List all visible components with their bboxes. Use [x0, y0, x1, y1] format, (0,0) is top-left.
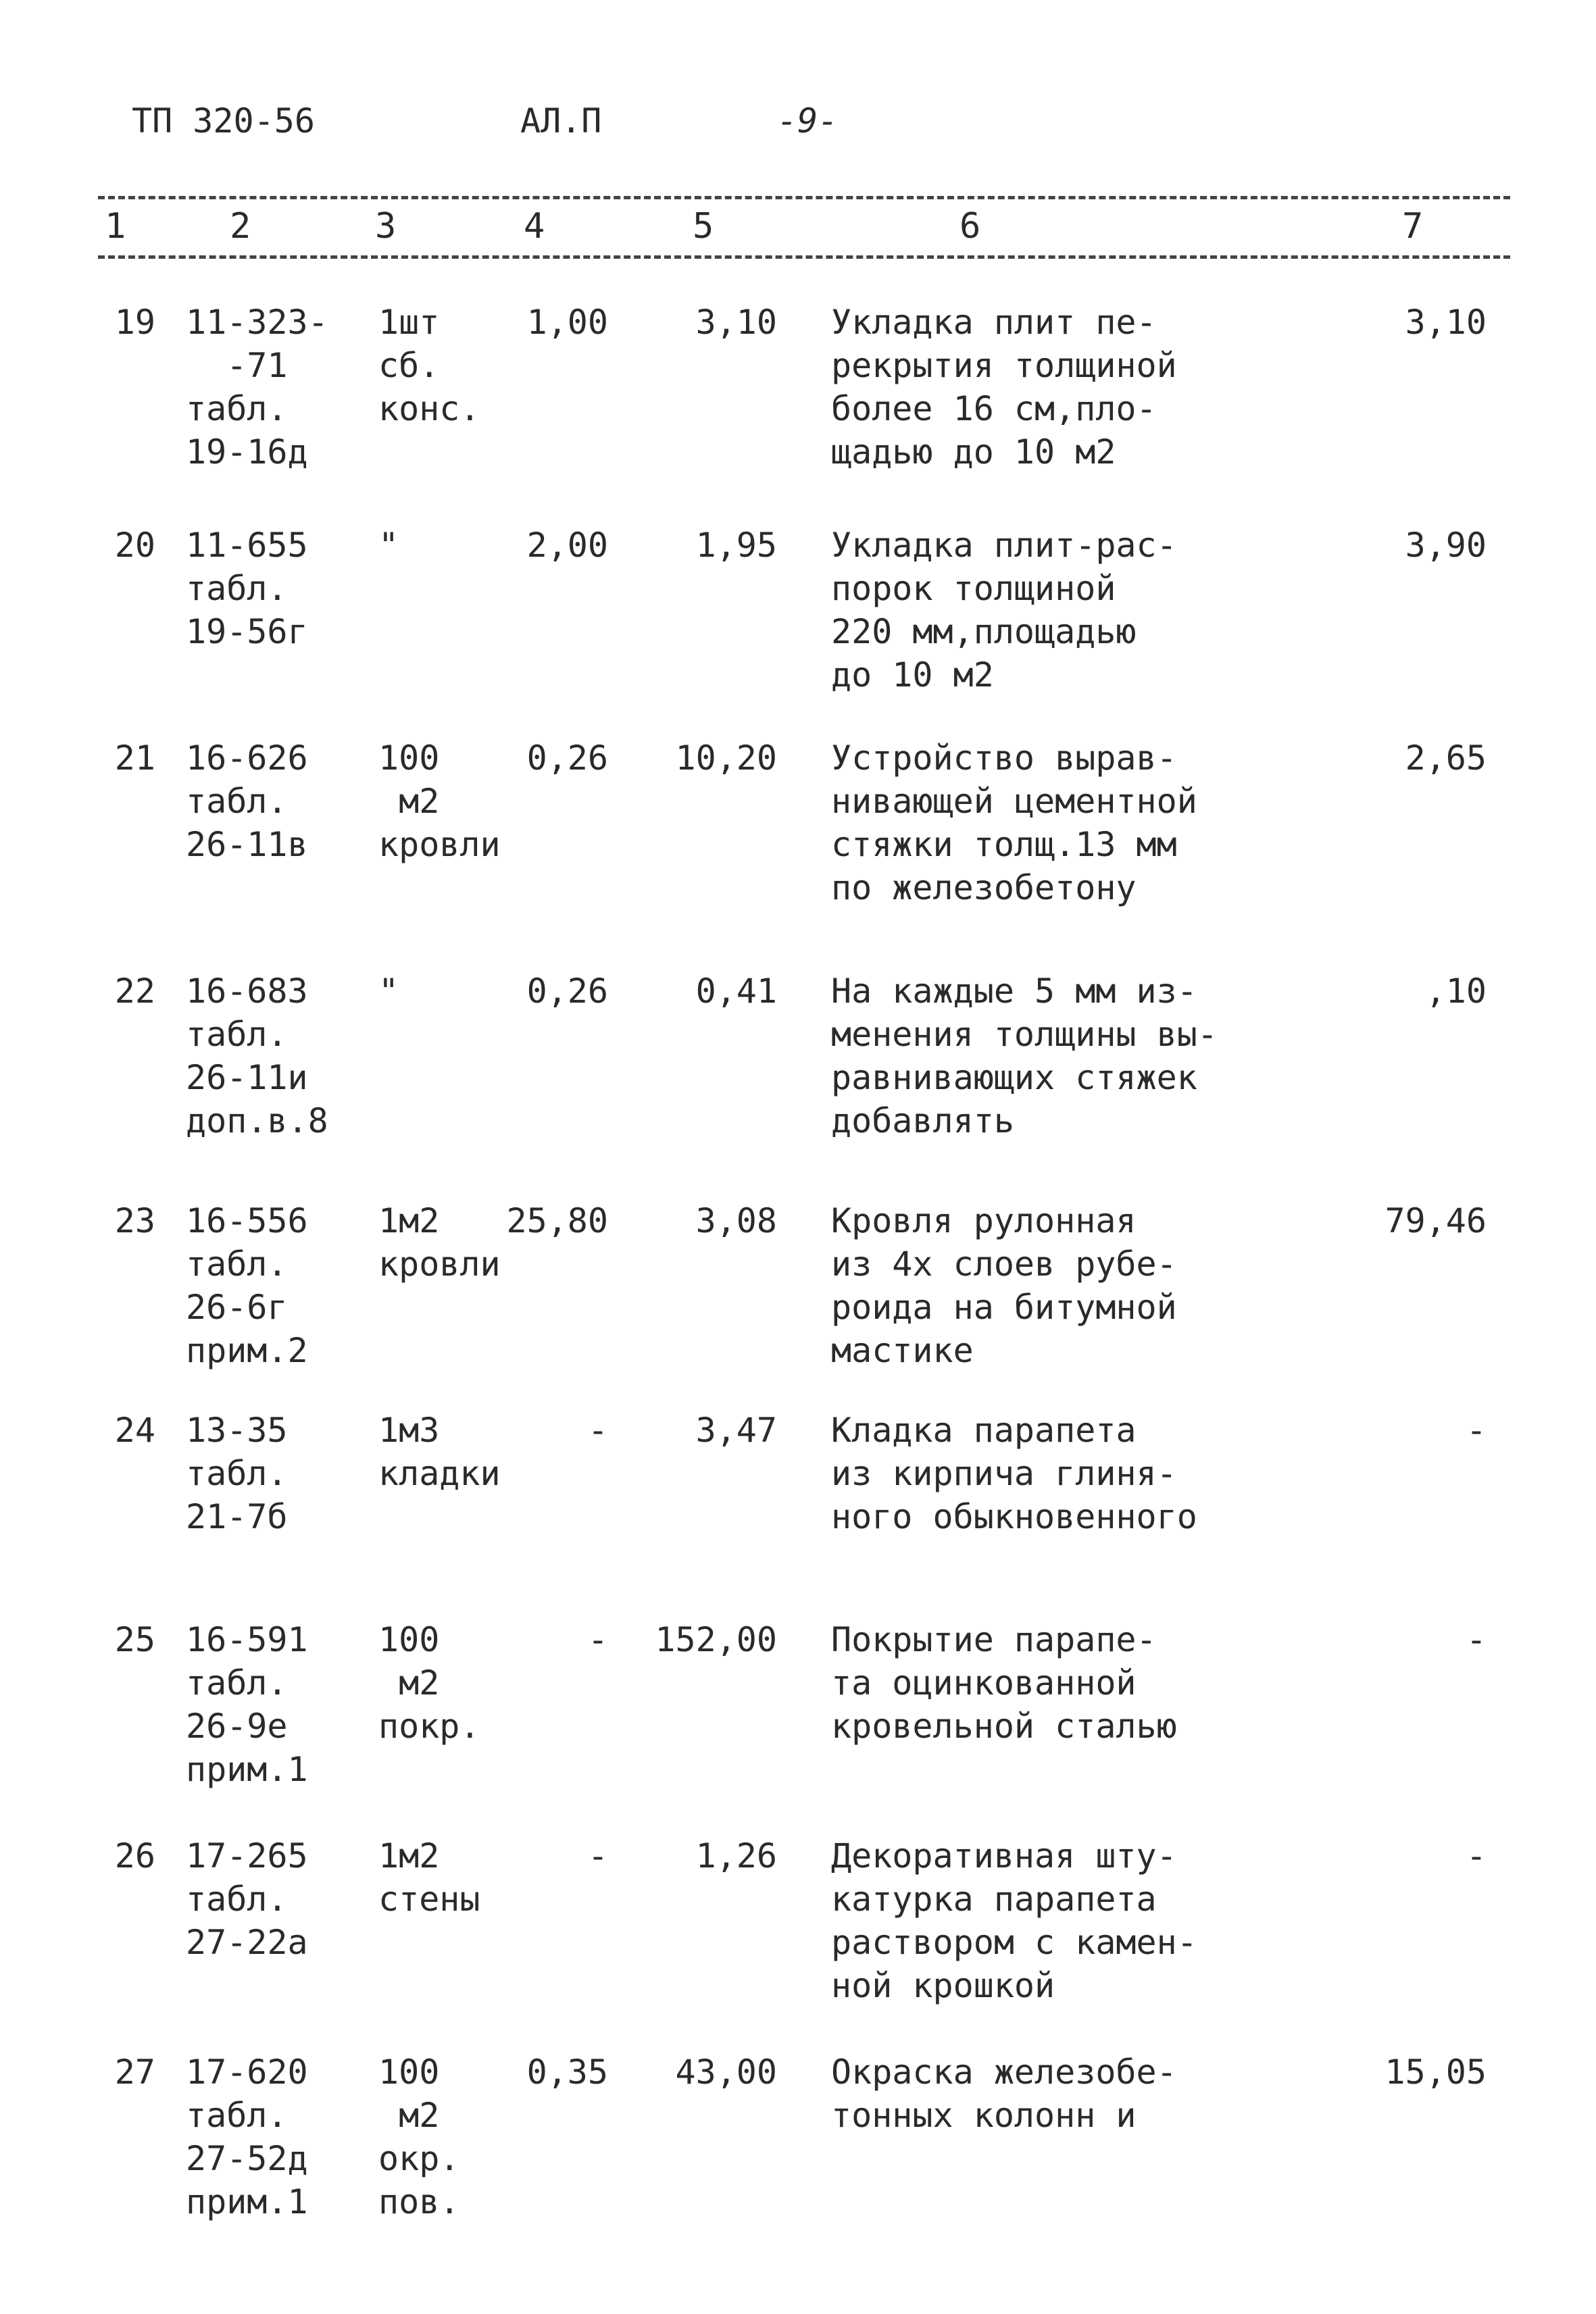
quantity: 25,80	[506, 1201, 608, 1240]
unit: 1м2 кровли	[378, 1201, 501, 1284]
row-number: 22	[114, 972, 155, 1011]
norm-code: 16-591 табл. 26-9е прим.1	[186, 1620, 308, 1789]
norm-code: 11-323- -71 табл. 19-16д	[186, 303, 328, 472]
quantity: -	[587, 1411, 608, 1450]
unit-price: 1,95	[695, 526, 777, 565]
quantity: -	[587, 1620, 608, 1659]
unit: 100 м2 окр. пов.	[378, 2053, 460, 2221]
total-cost: 15,05	[1385, 2053, 1487, 2092]
work-description: Укладка плит пе- рекрытия толщиной более 16 см,пло- щадью до 10 м2	[831, 303, 1177, 472]
work-description: Декоративная шту- катурка парапета раствором с камен- ной крошкой	[831, 1836, 1197, 2005]
work-description: Окраска железобе- тонных колонн и	[831, 2053, 1177, 2135]
unit-price: 3,10	[695, 303, 777, 342]
row-number: 24	[114, 1411, 155, 1450]
row-number: 27	[114, 2053, 155, 2092]
total-cost: ,10	[1425, 972, 1487, 1011]
quantity: 1,00	[526, 303, 608, 342]
unit-price: 0,41	[695, 972, 777, 1011]
unit-price: 10,20	[675, 738, 777, 778]
work-description: Кладка парапета из кирпича глиня- ного обыкновенного	[831, 1411, 1197, 1536]
column-number: 2	[230, 206, 251, 247]
column-number: 5	[693, 206, 714, 247]
quantity: 0,26	[526, 738, 608, 778]
total-cost: 3,90	[1405, 526, 1487, 565]
column-number: 6	[959, 206, 981, 247]
unit-price: 43,00	[675, 2053, 777, 2092]
norm-code: 11-655 табл. 19-56г	[186, 526, 308, 651]
total-cost: 3,10	[1405, 303, 1487, 342]
row-number: 20	[114, 526, 155, 565]
unit: 100 м2 кровли	[378, 738, 501, 864]
work-description: Укладка плит-рас- порок толщиной 220 мм,площадью до 10 м2	[831, 526, 1177, 695]
norm-code: 16-626 табл. 26-11в	[186, 738, 308, 864]
row-number: 21	[114, 738, 155, 778]
unit: 100 м2 покр.	[378, 1620, 480, 1746]
page-number: -9-	[777, 101, 839, 141]
quantity: -	[587, 1836, 608, 1876]
unit: "	[378, 526, 399, 565]
total-cost: -	[1466, 1836, 1487, 1876]
column-number: 1	[105, 206, 126, 247]
work-description: Кровля рулонная из 4х слоев рубе- роида на битумной мастике	[831, 1201, 1177, 1370]
unit-price: 3,47	[695, 1411, 777, 1450]
row-number: 23	[114, 1201, 155, 1240]
norm-code: 13-35 табл. 21-7б	[186, 1411, 288, 1536]
row-number: 25	[114, 1620, 155, 1659]
unit-price: 3,08	[695, 1201, 777, 1240]
unit: 1шт сб. конс.	[378, 303, 480, 428]
quantity: 2,00	[526, 526, 608, 565]
norm-code: 17-265 табл. 27-22а	[186, 1836, 308, 1962]
unit: "	[378, 972, 399, 1011]
norm-code: 16-683 табл. 26-11и доп.в.8	[186, 972, 328, 1140]
row-number: 19	[114, 303, 155, 342]
total-cost: -	[1466, 1620, 1487, 1659]
album-number: АЛ.П	[520, 101, 602, 141]
work-description: Покрытие парапе- та оцинкованной кровельной сталью	[831, 1620, 1177, 1746]
unit: 1м3 кладки	[378, 1411, 501, 1493]
row-number: 26	[114, 1836, 155, 1876]
unit: 1м2 стены	[378, 1836, 480, 1919]
work-description: Устройство вырав- нивающей цементной стяжки толщ.13 мм по железобетону	[831, 738, 1197, 907]
column-number: 4	[524, 206, 545, 247]
work-description: На каждые 5 мм из- менения толщины вы- равнивающих стяжек добавлять	[831, 972, 1218, 1140]
quantity: 0,35	[526, 2053, 608, 2092]
document-code: ТП 320-56	[132, 101, 315, 141]
total-cost: 2,65	[1405, 738, 1487, 778]
unit-price: 1,26	[695, 1836, 777, 1876]
unit-price: 152,00	[655, 1620, 777, 1659]
total-cost: -	[1466, 1411, 1487, 1450]
quantity: 0,26	[526, 972, 608, 1011]
column-number: 3	[375, 206, 397, 247]
total-cost: 79,46	[1385, 1201, 1487, 1240]
norm-code: 16-556 табл. 26-6г прим.2	[186, 1201, 308, 1370]
norm-code: 17-620 табл. 27-52д прим.1	[186, 2053, 308, 2221]
column-number: 7	[1402, 206, 1424, 247]
